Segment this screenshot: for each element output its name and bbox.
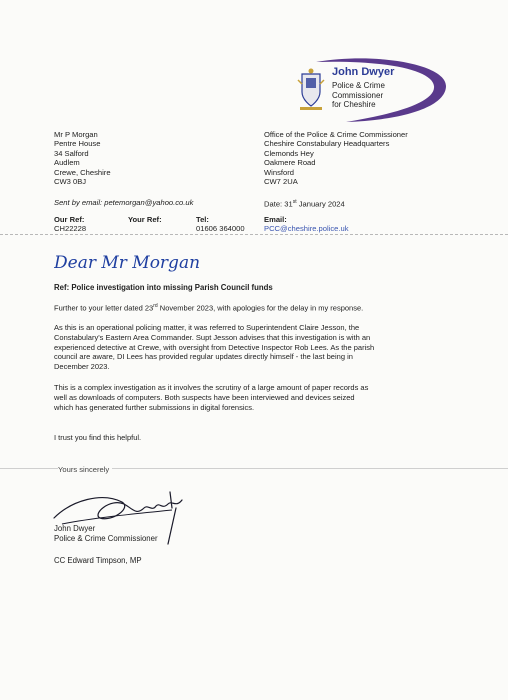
tel-value: 01606 364000 <box>196 224 245 233</box>
email-label: Email: <box>264 215 287 224</box>
signer-title: Police & Crime Commissioner <box>54 534 158 543</box>
signer-name: John Dwyer <box>54 524 96 533</box>
our-ref-label: Our Ref: <box>54 215 85 224</box>
address-line: Clemonds Hey <box>264 148 314 158</box>
sent-by-email: Sent by email: petemorgan@yahoo.co.uk <box>54 198 194 207</box>
address-line: Mr P Morgan <box>54 130 98 139</box>
cheshire-crest-icon <box>296 68 326 112</box>
paragraph <box>54 323 454 372</box>
date-month-year: January 2024 <box>296 199 345 209</box>
date-suffix: st <box>292 199 297 205</box>
paragraph-text: November 2023, with apologies for the delay in my response. <box>157 303 364 313</box>
pcc-name: John Dwyer <box>332 66 395 78</box>
cc-line: CC Edward Timpson, MP <box>54 556 142 565</box>
ordinal-suffix: rd <box>153 303 158 309</box>
paragraph <box>54 302 454 313</box>
pcc-role <box>332 81 385 110</box>
address-line: Audlem <box>54 158 80 168</box>
date-prefix: Date: 31 <box>264 199 293 209</box>
paragraph-line: which has generated further submissions in digital forensics. <box>54 402 255 412</box>
paragraph-line: This is a complex investigation as it involves the scrutiny of a large amount of paper records as <box>54 383 369 392</box>
email-link[interactable]: PCC@cheshire.police.uk <box>264 224 349 233</box>
address-line: Oakmere Road <box>264 158 316 168</box>
closing: Yours sincerely <box>58 465 112 474</box>
paragraph-line: well as downloads of computers. Both suspects have been interviewed and devices seized <box>54 392 355 402</box>
paragraph-line: As this is an operational policing matter, it was referred to Superintendent Claire Jesson, the <box>54 323 360 332</box>
address-line: Pentre House <box>54 139 101 149</box>
pcc-role-line: Police & Crime <box>332 81 385 90</box>
paragraph <box>54 383 454 412</box>
address-line: Crewe, Cheshire <box>54 167 111 177</box>
sender-address <box>264 130 408 186</box>
your-ref-label: Your Ref: <box>128 215 162 224</box>
address-line: CW3 0BJ <box>54 177 87 187</box>
pcc-role-line: for Cheshire <box>332 100 376 109</box>
divider <box>0 234 508 235</box>
paragraph-line: Constabulary's Eastern Area Commander. Supt Jesson advises that this investigation is with an <box>54 332 371 342</box>
address-line: Winsford <box>264 167 294 177</box>
address-line: CW7 2UA <box>264 177 298 187</box>
tel-label: Tel: <box>196 215 209 224</box>
paragraph-text: Further to your letter dated 23 <box>54 303 154 313</box>
letter-date <box>264 198 345 209</box>
address-line: Cheshire Constabulary Headquarters <box>264 139 390 149</box>
our-ref-value: CH22228 <box>54 224 87 233</box>
paragraph: I trust you find this helpful. <box>54 433 142 442</box>
handwritten-salutation <box>54 248 234 278</box>
paragraph-line: council are aware, DI Lees has provided regular updates directly himself - the last being in <box>54 352 353 362</box>
pcc-logo <box>296 58 456 128</box>
paragraph-line: December 2023. <box>54 362 110 372</box>
address-line: 34 Salford <box>54 148 89 158</box>
recipient-address <box>54 130 111 186</box>
paragraph-line: experienced detective at Crewe, with oversight from Detective Inspector Rob Lees. As the parish <box>54 342 375 352</box>
signer-block <box>54 524 158 544</box>
address-line: Office of the Police & Crime Commissioner <box>264 130 408 139</box>
pcc-role-line: Commissioner <box>332 90 384 100</box>
letter-subject: Ref: Police investigation into missing Parish Council funds <box>54 283 273 292</box>
salutation-text: Dear Mr Morgan <box>54 253 201 273</box>
